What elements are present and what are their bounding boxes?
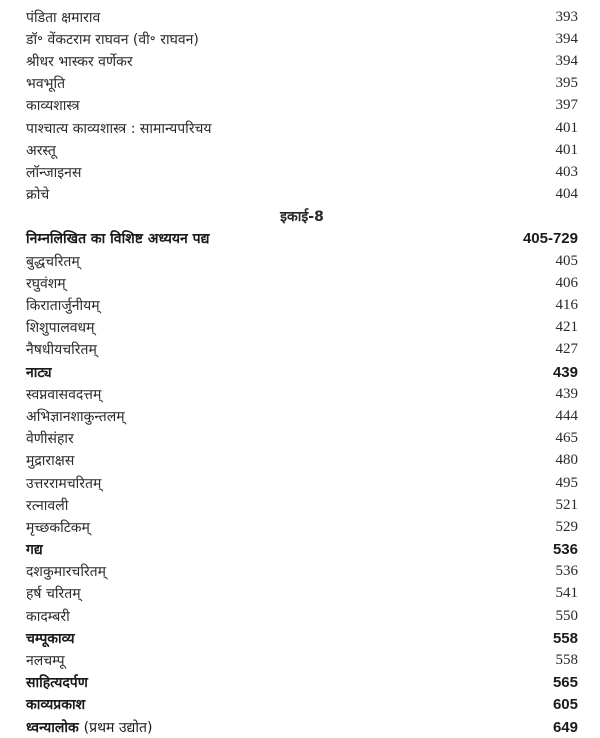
- toc-entry: [26, 627, 578, 649]
- toc-entry-page: 421: [555, 319, 578, 336]
- toc-entry-title: [26, 318, 95, 337]
- toc-entry-title: [26, 540, 43, 559]
- toc-entry-title: [26, 119, 212, 138]
- entry-title-text: अभिज्ञानशाकुन्तलम्: [26, 408, 125, 425]
- toc-entry-title: [26, 584, 81, 603]
- toc-entry-page: 406: [555, 274, 578, 291]
- toc-entry-title: [26, 340, 97, 359]
- toc-entry-page: 397: [555, 97, 578, 114]
- toc-entry-page: 404: [555, 186, 578, 203]
- toc-entry-title: [26, 474, 101, 493]
- toc-entry-page: 394: [555, 52, 578, 69]
- entry-title-text: रघुवंशम्: [26, 275, 66, 292]
- toc-entry-page: 416: [555, 297, 578, 314]
- toc-entry: [26, 539, 578, 561]
- toc-entry: [26, 516, 578, 538]
- entry-title-text: नैषधीयचरितम्: [26, 342, 97, 359]
- entry-title-text: मुद्राराक्षस: [26, 453, 75, 470]
- toc-entry: [26, 716, 578, 738]
- unit-heading-text: इकाई-8: [280, 209, 324, 226]
- toc-entry-title: [26, 407, 125, 426]
- toc-entry: [26, 450, 578, 472]
- toc-entry-page: 403: [555, 163, 578, 180]
- table-of-contents: [26, 6, 578, 738]
- entry-title-text: लॉन्जाइनस: [26, 164, 82, 181]
- toc-entry-page: 605: [552, 696, 578, 714]
- toc-entry-page: 521: [555, 496, 578, 513]
- toc-entry-title: [26, 185, 49, 204]
- toc-entry-title: [26, 451, 74, 470]
- toc-entry-title: [26, 673, 88, 692]
- entry-title-text: डॉ॰ वेंकटराम राघवन (वी॰ राघवन): [26, 31, 199, 48]
- toc-entry-title: [26, 229, 209, 248]
- toc-entry-page: 495: [555, 474, 578, 491]
- entry-title-text: शिशुपालवधम्: [26, 320, 95, 337]
- unit-heading: [26, 206, 578, 228]
- toc-entry-title: [26, 518, 90, 537]
- toc-entry: [26, 361, 578, 383]
- toc-entry: [26, 6, 578, 28]
- toc-entry-page: 536: [555, 563, 578, 580]
- toc-entry-title: [26, 252, 80, 271]
- entry-title-text: ध्वन्यालोक: [26, 719, 79, 736]
- toc-entry-page: 439: [552, 363, 578, 381]
- toc-entry: [26, 28, 578, 50]
- toc-entry-title: [26, 496, 68, 515]
- entry-title-text: स्वप्नवासवदत्तम्: [26, 386, 102, 403]
- toc-entry-title: [26, 629, 75, 648]
- entry-title-text: साहित्यदर्पण: [26, 675, 88, 692]
- toc-entry-title: [26, 52, 133, 71]
- entries-before: [26, 6, 578, 206]
- entry-title-text: दशकुमारचरितम्: [26, 564, 107, 581]
- toc-entry-title: [26, 562, 106, 581]
- toc-entry-page: 393: [555, 8, 578, 25]
- entry-note: (प्रथम उद्योत): [83, 719, 153, 736]
- entry-title-text: भवभूति: [26, 76, 66, 93]
- toc-entry-title: [26, 141, 56, 160]
- entry-title-text: पाश्चात्य काव्यशास्त्र : सामान्यपरिचय: [26, 120, 212, 137]
- entry-title-text: रत्नावली: [26, 497, 69, 514]
- toc-entry-page: 529: [555, 518, 578, 535]
- entry-title-text: काव्यशास्त्र: [26, 98, 80, 115]
- toc-entry-title: [26, 163, 81, 182]
- toc-entry-title: [26, 385, 101, 404]
- toc-entry-title: [26, 74, 65, 93]
- entry-title-text: निम्नलिखित का विशिष्ट अध्ययन पद्य: [26, 231, 210, 248]
- toc-entry-page: 649: [552, 718, 578, 736]
- toc-entry-page: 444: [555, 407, 578, 424]
- toc-entry-page: 401: [555, 119, 578, 136]
- toc-entry: [26, 428, 578, 450]
- toc-entry-title: [26, 296, 100, 315]
- toc-entry: [26, 672, 578, 694]
- toc-entry-title: [26, 96, 80, 115]
- toc-entry-page: 480: [555, 452, 578, 469]
- entry-title-text: अरस्तू: [26, 142, 56, 159]
- entry-title-text: बुद्धचरितम्: [26, 253, 80, 270]
- toc-entry: [26, 561, 578, 583]
- entry-title-text: काव्यप्रकाश: [26, 697, 86, 714]
- toc-entry-page: 558: [555, 652, 578, 669]
- toc-entry-page: 401: [555, 141, 578, 158]
- toc-entry-page: 427: [555, 341, 578, 358]
- toc-entry-title: [26, 30, 199, 49]
- entry-title-text: श्रीधर भास्कर वर्णेकर: [26, 53, 133, 70]
- toc-entry: [26, 73, 578, 95]
- toc-entry: [26, 494, 578, 516]
- toc-entry: [26, 317, 578, 339]
- toc-entry: [26, 405, 578, 427]
- toc-entry-title: [26, 607, 70, 626]
- toc-entry-title: [26, 8, 100, 27]
- toc-entry-page: 395: [555, 75, 578, 92]
- entry-title-text: उत्तररामचरितम्: [26, 475, 102, 492]
- toc-entry: [26, 694, 578, 716]
- toc-entry: [26, 583, 578, 605]
- toc-entry: [26, 139, 578, 161]
- entry-title-text: चम्पूकाव्य: [26, 630, 75, 647]
- toc-entry: [26, 294, 578, 316]
- toc-entry-page: 541: [555, 585, 578, 602]
- toc-entry: [26, 161, 578, 183]
- entries-after: [26, 228, 578, 738]
- toc-entry: [26, 184, 578, 206]
- entry-title-text: कादम्बरी: [26, 608, 70, 625]
- toc-entry-page: 465: [555, 430, 578, 447]
- toc-entry-page: 558: [552, 629, 578, 647]
- toc-entry: [26, 228, 578, 250]
- toc-entry: [26, 50, 578, 72]
- entry-title-text: वेणीसंहार: [26, 431, 74, 448]
- toc-entry-page: 565: [552, 674, 578, 692]
- toc-entry-page: 405: [555, 252, 578, 269]
- entry-title-text: मृच्छकटिकम्: [26, 519, 90, 536]
- toc-entry-title: [26, 363, 52, 382]
- entry-title-text: क्रोचे: [26, 187, 50, 204]
- toc-entry-title: [26, 695, 85, 714]
- entry-title-text: नाट्य: [26, 364, 52, 381]
- entry-title-text: नलचम्पू: [26, 653, 65, 670]
- toc-entry: [26, 272, 578, 294]
- toc-entry-page: 536: [552, 541, 578, 559]
- toc-entry-page: 439: [555, 385, 578, 402]
- toc-entry: [26, 605, 578, 627]
- entry-title-text: गद्य: [26, 542, 43, 559]
- toc-entry: [26, 472, 578, 494]
- entry-title-text: हर्ष चरितम्: [26, 586, 81, 603]
- toc-entry-title: [26, 274, 66, 293]
- toc-entry: [26, 95, 578, 117]
- toc-entry: [26, 250, 578, 272]
- toc-entry: [26, 649, 578, 671]
- toc-entry-page: 550: [555, 607, 578, 624]
- toc-entry-title: [26, 651, 65, 670]
- toc-entry: [26, 117, 578, 139]
- toc-entry: [26, 383, 578, 405]
- entry-title-text: किरातार्जुनीयम्: [26, 298, 100, 315]
- entry-title-text: पंडिता क्षमाराव: [26, 9, 101, 26]
- toc-entry-title: [26, 429, 74, 448]
- toc-entry-page: 394: [555, 30, 578, 47]
- toc-entry-page: 405-729: [522, 230, 578, 248]
- toc-entry: [26, 339, 578, 361]
